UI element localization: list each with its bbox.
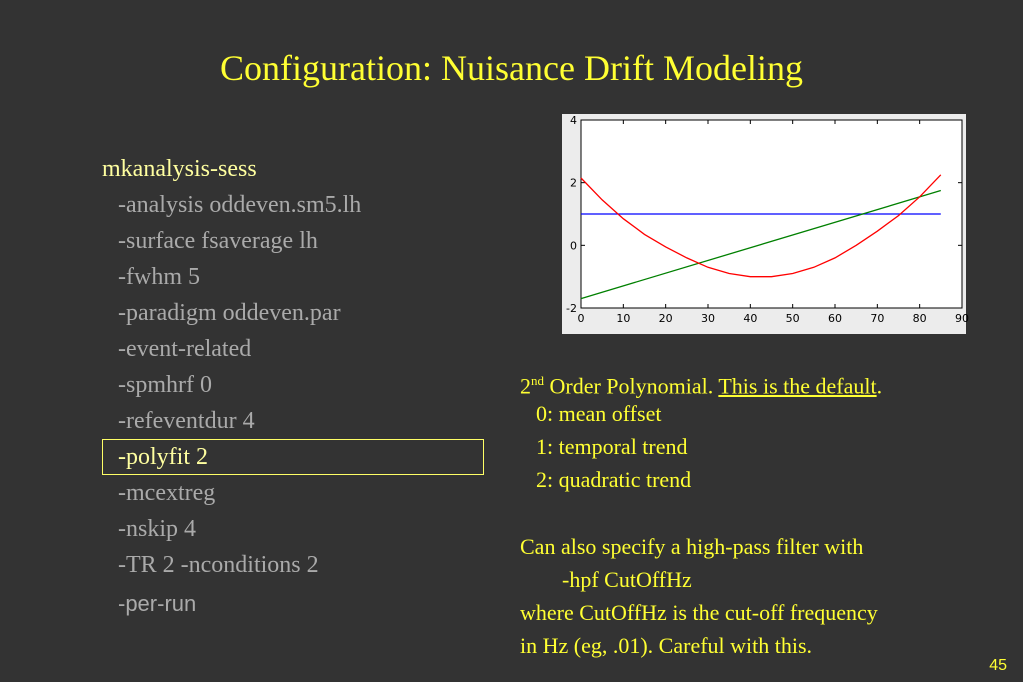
arg-paradigm: -paradigm oddeven.par	[118, 300, 341, 326]
arg-polyfit: -polyfit 2	[118, 444, 208, 470]
hpf-note-line1: Can also specify a high-pass filter with	[520, 534, 864, 559]
arg-fwhm: -fwhm 5	[118, 264, 200, 290]
x-tick-label: 50	[785, 312, 800, 325]
arg-nskip: -nskip 4	[118, 516, 196, 542]
arg-mcextreg: -mcextreg	[118, 480, 216, 506]
y-tick-label: 4	[570, 114, 577, 127]
x-tick-label: 70	[870, 312, 885, 325]
x-tick-label: 20	[658, 312, 673, 325]
chart-svg	[562, 114, 969, 334]
x-tick-label: 60	[828, 312, 842, 325]
slide-title: Configuration: Nuisance Drift Modeling	[220, 48, 803, 88]
term-mean-offset: 0: mean offset	[536, 401, 662, 426]
order-period: .	[876, 373, 883, 399]
arg-spmhrf: -spmhrf 0	[118, 372, 212, 398]
slide-number: 45	[989, 657, 1007, 674]
y-tick-label: 2	[570, 176, 577, 190]
arg-tr-nconditions: -TR 2 -nconditions 2	[118, 552, 319, 578]
order-superscript: nd	[531, 373, 544, 388]
term-temporal-trend: 1: temporal trend	[536, 434, 688, 459]
term-quadratic-trend: 2: quadratic trend	[536, 467, 692, 492]
arg-surface: -surface fsaverage lh	[118, 228, 318, 254]
command-name: mkanalysis-sess	[102, 156, 257, 182]
y-tick-label: -2	[566, 302, 577, 315]
x-tick-label: 80	[912, 312, 927, 325]
hpf-note-line4: in Hz (eg, .01). Careful with this.	[520, 633, 813, 658]
arg-per-run: -per-run	[118, 591, 197, 616]
y-tick-label: 0	[570, 239, 577, 253]
order-text: Order Polynomial.	[544, 373, 719, 399]
hpf-note-line3: where CutOffHz is the cut-off frequency	[520, 600, 878, 625]
arg-event-related: -event-related	[118, 336, 252, 362]
drift-polynomial-chart	[562, 114, 969, 334]
x-tick-label: 10	[616, 312, 631, 325]
hpf-note-line2: -hpf CutOffHz	[562, 567, 692, 592]
order-number: 2	[520, 373, 531, 399]
x-tick-label: 40	[743, 312, 758, 325]
x-tick-label: 30	[701, 312, 715, 325]
arg-analysis: -analysis oddeven.sm5.lh	[118, 192, 362, 218]
x-tick-label: 90	[955, 312, 969, 325]
default-text: This is the default	[718, 373, 877, 399]
x-tick-label: 0	[577, 312, 585, 325]
arg-refeventdur: -refeventdur 4	[118, 408, 255, 434]
